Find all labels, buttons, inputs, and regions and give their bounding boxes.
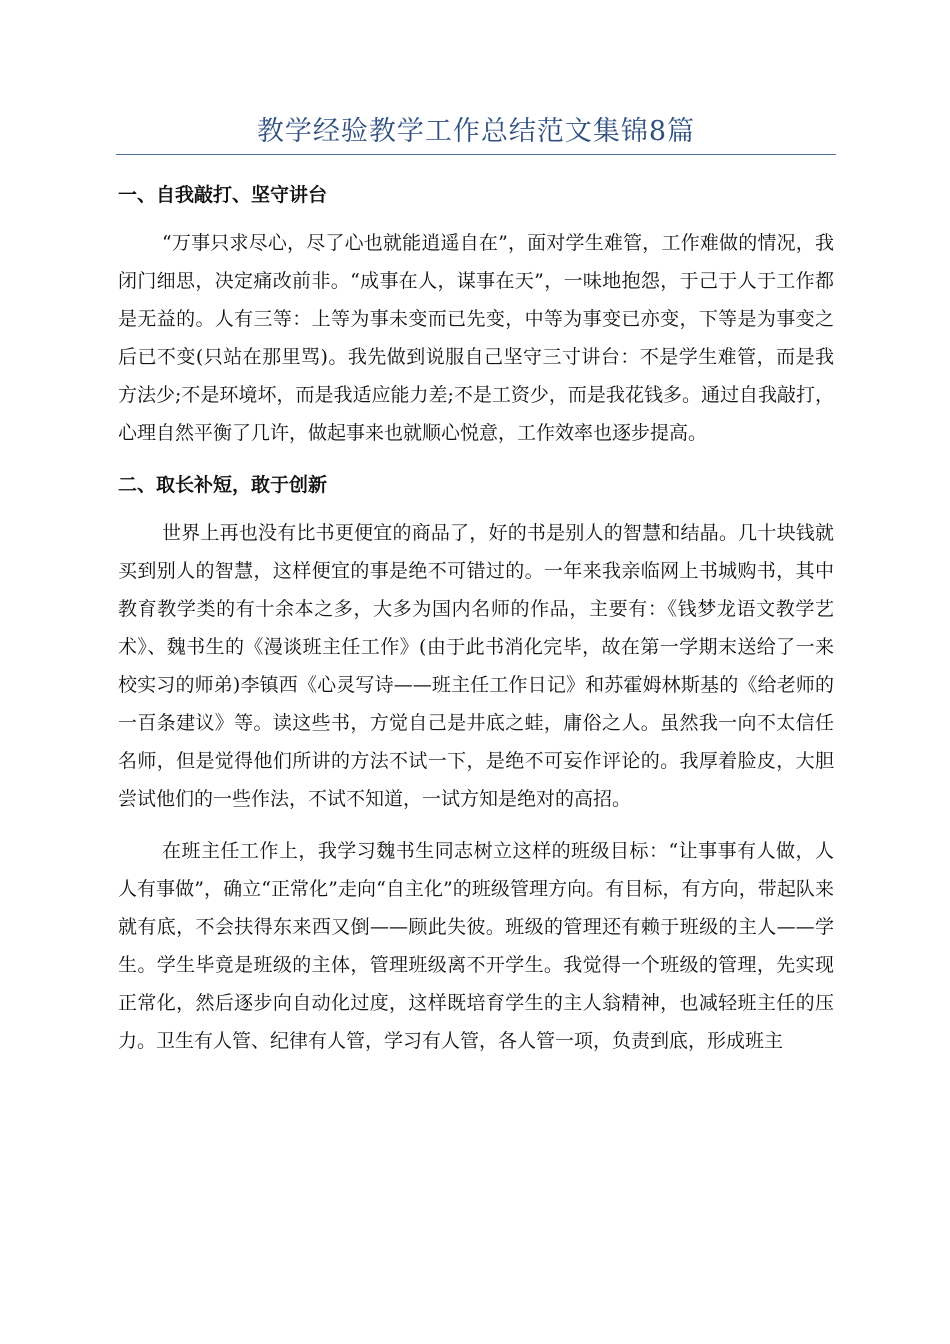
paragraph: 世界上再也没有比书更便宜的商品了，好的书是别人的智慧和结晶。几十块钱就买到别人的智慧，这样便宜的事是绝不可错过的。一年来我亲临网上书城购书，其中教育教学类的有十余本之多，大多为国内名师的作品，主要有：《钱梦龙语文教学艺术》、魏书生的《漫谈班主任工作》(由于此书消化完毕，故在第一学期末送给了一来校实习的师弟)李镇西《心灵写诗——班主任工作日记》和苏霍姆林斯基的《给老师的一百条建议》等。读这些书，方觉自己是井底之蛙，庸俗之人。虽然我一向不太信任名师，但是觉得他们所讲的方法不试一下，是绝不可妄作评论的。我厚着脸皮，大胆尝试他们的一些作法，不试不知道，一试方知是绝对的高招。	[118, 522, 834, 810]
section-heading: 二、取长补短，敢于创新	[118, 474, 328, 496]
document-title: 教学经验教学工作总结范文集锦8篇	[256, 116, 696, 147]
paragraph: 在班主任工作上，我学习魏书生同志树立这样的班级目标：“让事事有人做，人人有事做”，确立“正常化”走向“自主化”的班级管理方向。有目标，有方向，带起队来就有底，不会扶得东来西又倒——顾此失彼。班级的管理还有赖于班级的主人——学生。学生毕竟是班级的主体，管理班级离不开学生。我觉得一个班级的管理，先实现正常化，然后逐步向自动化过度，这样既培育学生的主人翁精神，也减轻班主任的压力。卫生有人管、纪律有人管，学习有人管，各人管一项，负责到底，形成班主	[118, 840, 834, 1052]
document-body	[118, 172, 834, 1074]
section-heading: 一、自我敲打、坚守讲台	[118, 184, 328, 206]
title-underline	[116, 154, 836, 155]
paragraph: “万事只求尽心，尽了心也就能逍遥自在”，面对学生难管，工作难做的情况，我闭门细思，决定痛改前非。“成事在人，谋事在天”，一味地抱怨，于己于人于工作都是无益的。人有三等：上等为事未变而已先变，中等为事变已亦变，下等是为事变之后已不变(只站在那里骂)。我先做到说服自己坚守三寸讲台：不是学生难管，而是我方法少;不是环境坏，而是我适应能力差;不是工资少，而是我花钱多。通过自我敲打，心理自然平衡了几许，做起事来也就顺心悦意，工作效率也逐步提高。	[118, 232, 834, 444]
